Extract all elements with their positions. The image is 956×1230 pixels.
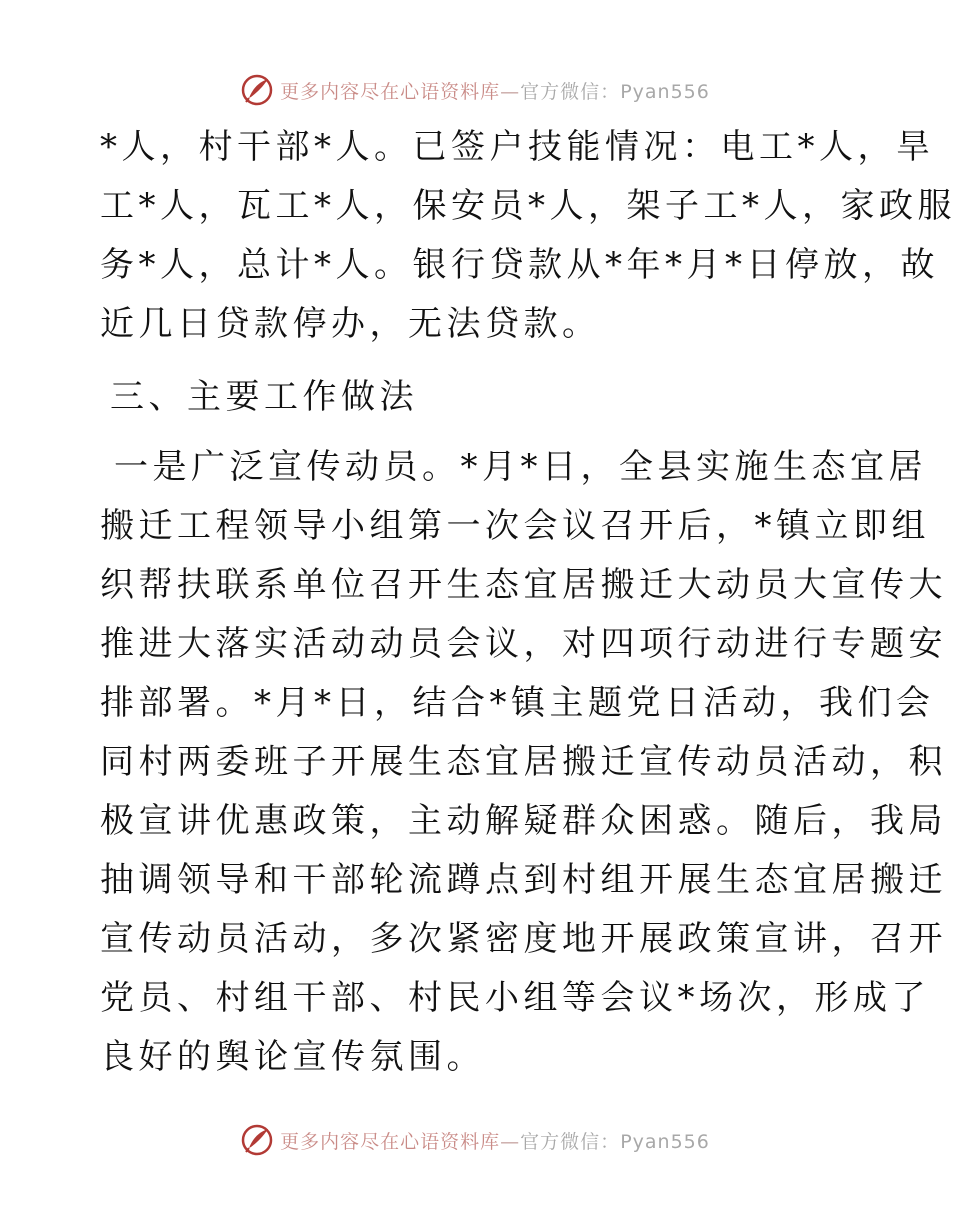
paragraph-line: 织帮扶联系单位召开生态宜居搬迁大动员大宣传大 [100,565,947,605]
banner-wechat-id: Pyan556 [620,1130,710,1153]
document-body [100,118,956,1087]
section-heading: 三、主要工作做法 [110,377,418,417]
banner-wechat-label: 官方微信： [520,1130,621,1153]
banner-text [280,77,710,104]
paragraph-line: 一是广泛宣传动员。*月*日，全县实施生态宜居 [114,447,927,487]
header-banner [0,70,950,110]
feather-pen-logo-icon [240,73,274,107]
banner-main-text: 更多内容尽在心语资料库 [280,80,501,103]
paragraph-line: 搬迁工程领导小组第一次会议召开后，*镇立即组 [100,506,930,546]
body-line: 工*人，瓦工*人，保安员*人，架子工*人，家政服 [100,186,956,226]
banner-separator: — [500,1130,521,1153]
feather-pen-logo-icon [240,1123,274,1157]
banner-separator: — [500,80,521,103]
paragraph-line: 极宣讲优惠政策，主动解疑群众困惑。随后，我局 [100,801,947,841]
body-line: 近几日贷款停办，无法贷款。 [100,304,601,344]
banner-text [280,1127,710,1154]
paragraph-line: 良好的舆论宣传氛围。 [100,1037,485,1077]
paragraph-line: 排部署。*月*日，结合*镇主题党日活动，我们会 [100,683,935,723]
banner-wechat-label: 官方微信： [520,80,621,103]
body-line: 务*人，总计*人。银行贷款从*年*月*日停放，故 [100,245,939,285]
body-line: *人，村干部*人。已签户技能情况：电工*人，旱 [100,127,935,167]
paragraph-line: 同村两委班子开展生态宜居搬迁宣传动员活动，积 [100,742,947,782]
paragraph-line: 推进大落实活动动员会议，对四项行动进行专题安 [100,624,947,664]
footer-banner [0,1120,950,1160]
paragraph-line: 宣传动员活动，多次紧密度地开展政策宣讲，召开 [100,919,947,959]
paragraph-line: 抽调领导和干部轮流蹲点到村组开展生态宜居搬迁 [100,860,947,900]
banner-wechat-id: Pyan556 [620,80,710,103]
banner-main-text: 更多内容尽在心语资料库 [280,1130,501,1153]
paragraph-line: 党员、村组干部、村民小组等会议*场次，形成了 [100,978,930,1018]
